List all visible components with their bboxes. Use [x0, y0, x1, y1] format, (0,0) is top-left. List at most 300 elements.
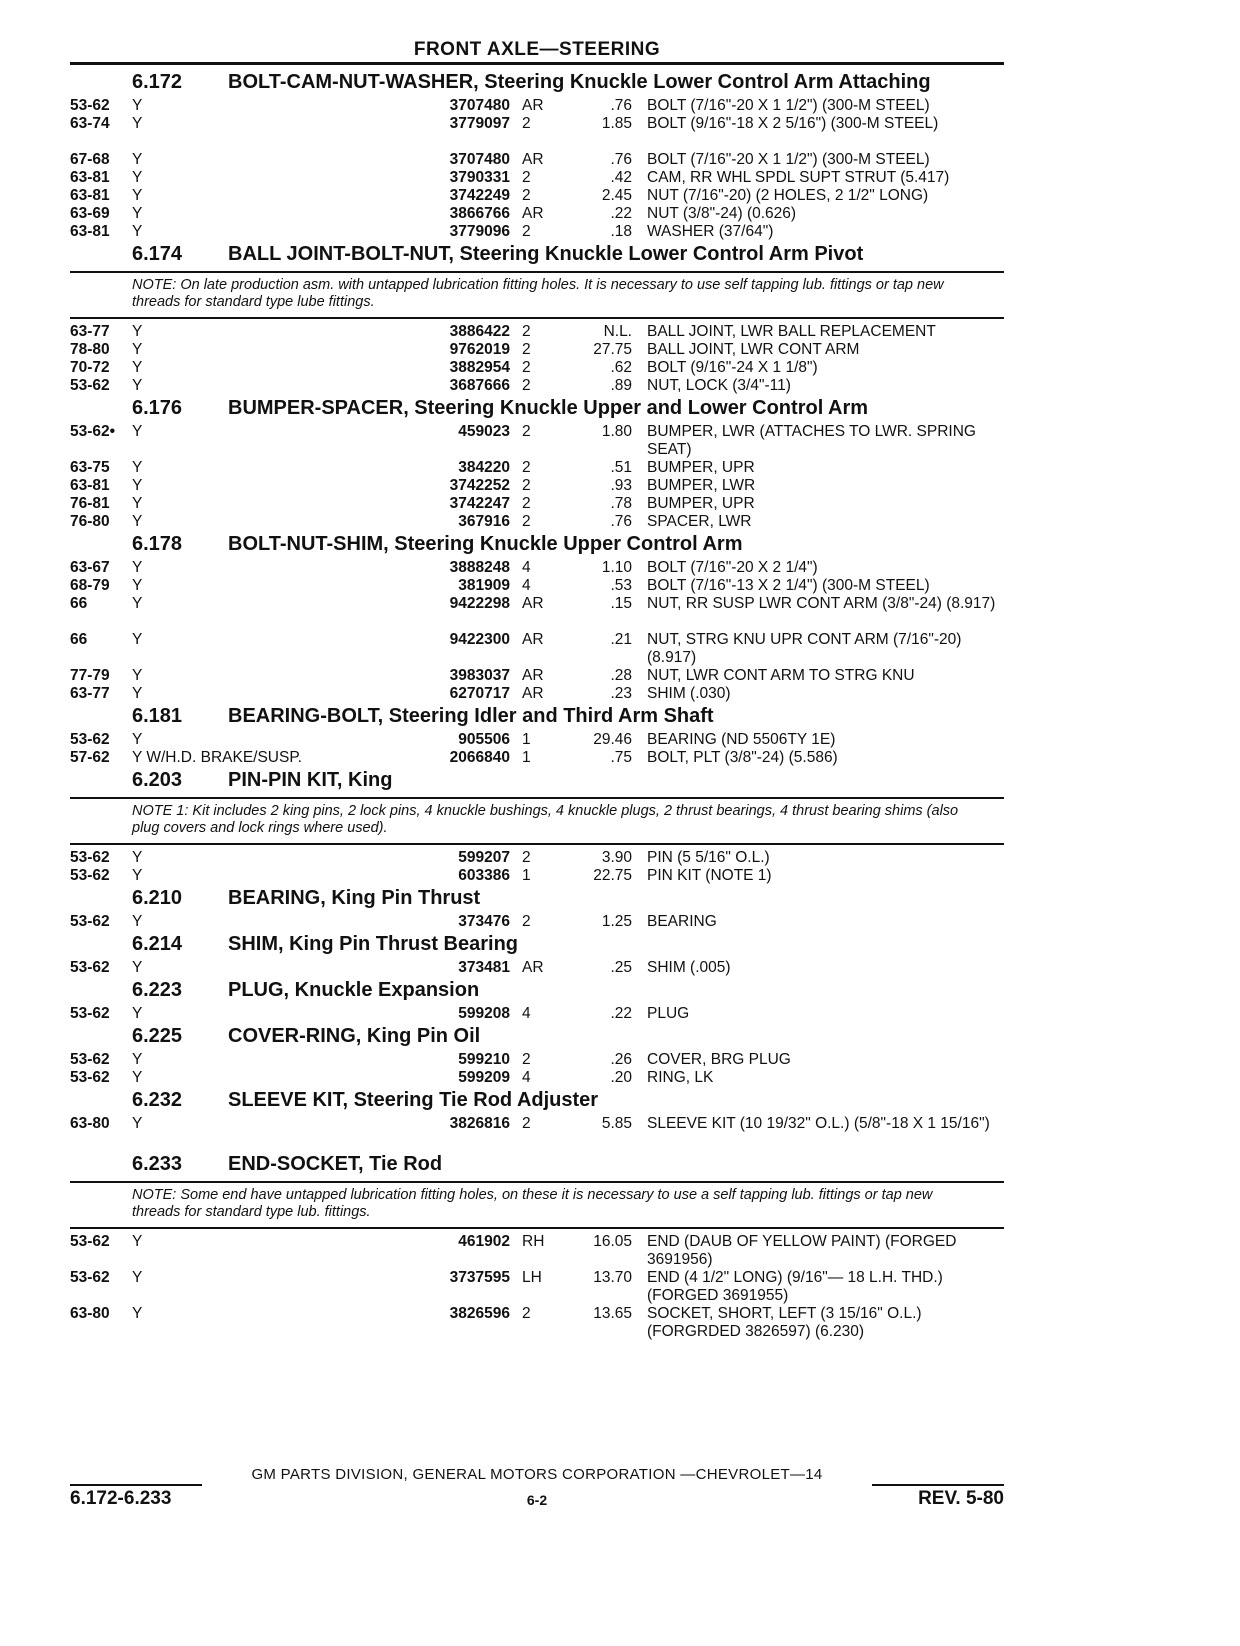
year-range: 63-81: [70, 187, 110, 204]
price: .51: [610, 459, 632, 476]
model-code: Y: [132, 477, 143, 494]
section-number: 6.232: [132, 1089, 183, 1111]
model-code: Y: [132, 1269, 143, 1286]
description: RING, LK: [647, 1069, 714, 1086]
price: .23: [610, 685, 632, 702]
price: .53: [610, 577, 632, 594]
section-number: 6.178: [132, 533, 183, 555]
quantity: 2: [522, 495, 531, 512]
footer-revision: REV. 5-80: [918, 1488, 1004, 1509]
year-range: 53-62: [70, 731, 110, 748]
year-range: 53-62: [70, 913, 110, 930]
description: BUMPER, LWR (ATTACHES TO LWR. SPRING SEAT): [647, 423, 976, 458]
footer-page-number: 6-2: [526, 1492, 548, 1508]
section-title: COVER-RING, King Pin Oil: [228, 1025, 481, 1047]
year-range: 53-62: [70, 867, 110, 884]
quantity: 2: [522, 849, 531, 866]
quantity: 1: [522, 867, 531, 884]
quantity: 2: [522, 1115, 531, 1132]
quantity: 2: [522, 115, 531, 132]
description: END (DAUB OF YELLOW PAINT) (FORGED 3691956): [647, 1233, 957, 1268]
quantity: AR: [522, 631, 544, 648]
section-number: 6.174: [132, 243, 183, 265]
section-title: BALL JOINT-BOLT-NUT, Steering Knuckle Lower Control Arm Pivot: [228, 243, 864, 265]
quantity: 2: [522, 1051, 531, 1068]
description: END (4 1/2" LONG) (9/16"— 18 L.H. THD.) (FORGED 3691955): [647, 1269, 943, 1304]
quantity: 4: [522, 559, 531, 576]
parts-row: [70, 849, 1004, 867]
section-title: BOLT-CAM-NUT-WASHER, Steering Knuckle Lower Control Arm Attaching: [228, 71, 931, 93]
parts-row: [70, 187, 1004, 205]
quantity: RH: [522, 1233, 545, 1250]
description: NUT, LOCK (3/4"-11): [647, 377, 791, 394]
catalog-section: [70, 1025, 1004, 1087]
model-code: Y: [132, 1115, 143, 1132]
part-number: 381909: [458, 577, 510, 594]
model-code: Y: [132, 577, 143, 594]
year-range: 53-62•: [70, 423, 116, 440]
note-rule: [70, 1227, 1004, 1229]
quantity: AR: [522, 685, 544, 702]
quantity: 2: [522, 423, 531, 440]
description: PIN KIT (NOTE 1): [647, 867, 772, 884]
parts-row: [70, 477, 1004, 495]
parts-row: [70, 169, 1004, 187]
quantity: 2: [522, 913, 531, 930]
section-heading: [70, 1153, 1004, 1175]
note-rule: [70, 317, 1004, 319]
price: 1.85: [601, 115, 632, 132]
price: 16.05: [593, 1233, 632, 1250]
catalog-section: [70, 1089, 1004, 1151]
year-range: 78-80: [70, 341, 110, 358]
parts-row: [70, 513, 1004, 531]
quantity: 4: [522, 1005, 531, 1022]
parts-row: [70, 577, 1004, 595]
section-title: BEARING, King Pin Thrust: [228, 887, 481, 909]
quantity: AR: [522, 959, 544, 976]
sections-container: [70, 71, 1004, 1341]
year-range: 53-62: [70, 1051, 110, 1068]
description: COVER, BRG PLUG: [647, 1051, 791, 1068]
section-title: END-SOCKET, Tie Rod: [228, 1153, 443, 1175]
part-number: 2066840: [449, 749, 510, 766]
quantity: 2: [522, 323, 531, 340]
section-number: 6.214: [132, 933, 183, 955]
year-range: 66: [70, 631, 88, 648]
year-range: 76-81: [70, 495, 110, 512]
model-code: Y: [132, 849, 143, 866]
price: .28: [610, 667, 632, 684]
section-number: 6.203: [132, 769, 183, 791]
section-heading: [70, 1025, 1004, 1047]
part-number: 9762019: [449, 341, 510, 358]
catalog-page: [70, 38, 1004, 1341]
year-range: 63-81: [70, 477, 110, 494]
model-code: Y: [132, 513, 143, 530]
description: NUT (3/8"-24) (0.626): [647, 205, 797, 222]
footer-range: 6.172-6.233: [70, 1488, 172, 1509]
parts-row: [70, 959, 1004, 977]
model-code: Y: [132, 359, 143, 376]
part-number: 3790331: [449, 169, 510, 186]
footer-rule-right: [872, 1484, 1004, 1486]
model-code: Y: [132, 423, 143, 440]
part-number: 9422298: [449, 595, 510, 612]
part-number: 3983037: [449, 667, 510, 684]
section-number: 6.181: [132, 705, 183, 727]
year-range: 68-79: [70, 577, 110, 594]
note-rule: [70, 1181, 1004, 1183]
description: BUMPER, UPR: [647, 495, 755, 512]
model-code: Y: [132, 867, 143, 884]
price: .78: [610, 495, 632, 512]
description: SPACER, LWR: [647, 513, 752, 530]
section-heading: [70, 71, 1004, 93]
price: 22.75: [593, 867, 632, 884]
note-rule: [70, 843, 1004, 845]
model-code: Y: [132, 169, 143, 186]
model-code: Y: [132, 223, 143, 240]
price: .76: [610, 151, 632, 168]
section-title: PLUG, Knuckle Expansion: [228, 979, 480, 1001]
price: .42: [610, 169, 632, 186]
parts-row: [70, 341, 1004, 359]
quantity: 1: [522, 749, 531, 766]
parts-row: [70, 377, 1004, 395]
note-rule: [70, 797, 1004, 799]
part-number: 599208: [458, 1005, 510, 1022]
section-title: SLEEVE KIT, Steering Tie Rod Adjuster: [228, 1089, 599, 1111]
price: .18: [610, 223, 632, 240]
catalog-section: [70, 397, 1004, 531]
section-number: 6.210: [132, 887, 183, 909]
parts-row: [70, 1115, 1004, 1151]
section-note: NOTE: Some end have untapped lubrication fitting holes, on these it is necessary to use a self tapping lub. fittings or tap new threads for standard type lub. fittings.: [132, 1187, 933, 1220]
year-range: 53-62: [70, 1233, 110, 1250]
parts-row: [70, 323, 1004, 341]
model-code: Y: [132, 187, 143, 204]
year-range: 53-62: [70, 849, 110, 866]
quantity: AR: [522, 97, 544, 114]
section-heading: [70, 705, 1004, 727]
parts-row: [70, 559, 1004, 577]
parts-row: [70, 1051, 1004, 1069]
footer-rule-left: [70, 1484, 202, 1486]
description: WASHER (37/64"): [647, 223, 774, 240]
parts-row: [70, 867, 1004, 885]
year-range: 63-77: [70, 685, 110, 702]
part-number: 3866766: [449, 205, 510, 222]
year-range: 63-75: [70, 459, 110, 476]
model-code: Y: [132, 1069, 143, 1086]
part-number: 603386: [458, 867, 510, 884]
parts-row: [70, 595, 1004, 631]
quantity: 2: [522, 341, 531, 358]
catalog-section: [70, 933, 1004, 977]
parts-row: [70, 97, 1004, 115]
year-range: 63-77: [70, 323, 110, 340]
year-range: 70-72: [70, 359, 110, 376]
model-code: Y: [132, 323, 143, 340]
catalog-section: [70, 705, 1004, 767]
description: BOLT, PLT (3/8"-24) (5.586): [647, 749, 838, 766]
quantity: 2: [522, 477, 531, 494]
parts-row: [70, 115, 1004, 151]
catalog-section: [70, 243, 1004, 395]
description: BOLT (7/16"-20 X 1 1/2") (300-M STEEL): [647, 97, 930, 114]
description: BEARING: [647, 913, 717, 930]
model-code: Y: [132, 1051, 143, 1068]
year-range: 53-62: [70, 1269, 110, 1286]
section-heading: [70, 979, 1004, 1001]
section-heading: [70, 243, 1004, 265]
part-number: 373476: [458, 913, 510, 930]
price: 27.75: [593, 341, 632, 358]
year-range: 63-67: [70, 559, 110, 576]
description: BOLT (9/16"-24 X 1 1/8"): [647, 359, 818, 376]
price: .22: [610, 205, 632, 222]
quantity: 2: [522, 359, 531, 376]
part-number: 3779096: [449, 223, 510, 240]
description: BUMPER, UPR: [647, 459, 755, 476]
section-title: BUMPER-SPACER, Steering Knuckle Upper and Lower Control Arm: [228, 397, 869, 419]
model-code: Y: [132, 559, 143, 576]
description: NUT, STRG KNU UPR CONT ARM (7/16"-20) (8.917): [647, 631, 962, 666]
part-number: 367916: [458, 513, 510, 530]
model-code: Y: [132, 959, 143, 976]
part-number: 3742249: [449, 187, 510, 204]
description: SHIM (.005): [647, 959, 731, 976]
year-range: 63-81: [70, 223, 110, 240]
parts-row: [70, 223, 1004, 241]
year-range: 77-79: [70, 667, 110, 684]
model-code: Y: [132, 205, 143, 222]
section-number: 6.176: [132, 397, 183, 419]
model-code: Y: [132, 495, 143, 512]
parts-row: [70, 685, 1004, 703]
page-header: FRONT AXLE—STEERING: [413, 39, 661, 60]
description: BOLT (7/16"-20 X 1 1/2") (300-M STEEL): [647, 151, 930, 168]
footer-division: GM PARTS DIVISION, GENERAL MOTORS CORPORATION —CHEVROLET—14: [251, 1466, 823, 1483]
part-number: 9422300: [449, 631, 510, 648]
parts-row: [70, 1069, 1004, 1087]
price: 13.65: [593, 1305, 632, 1322]
price: .15: [610, 595, 632, 612]
year-range: 67-68: [70, 151, 110, 168]
page-footer: [70, 1466, 1004, 1526]
quantity: 4: [522, 1069, 531, 1086]
quantity: 4: [522, 577, 531, 594]
section-heading: [70, 933, 1004, 955]
quantity: AR: [522, 205, 544, 222]
quantity: 2: [522, 223, 531, 240]
parts-row: [70, 205, 1004, 223]
section-heading: [70, 533, 1004, 555]
part-number: 461902: [458, 1233, 510, 1250]
part-number: 3826596: [449, 1305, 510, 1322]
part-number: 905506: [458, 731, 510, 748]
model-code: Y: [132, 1005, 143, 1022]
price: 1.80: [601, 423, 632, 440]
quantity: AR: [522, 151, 544, 168]
section-heading: [70, 887, 1004, 909]
section-title: BOLT-NUT-SHIM, Steering Knuckle Upper Control Arm: [228, 533, 743, 555]
section-heading: [70, 1089, 1004, 1111]
parts-row: [70, 459, 1004, 477]
price: .89: [610, 377, 632, 394]
parts-row: [70, 359, 1004, 377]
model-code: Y: [132, 341, 143, 358]
parts-row: [70, 667, 1004, 685]
description: PIN (5 5/16" O.L.): [647, 849, 770, 866]
section-title: BEARING-BOLT, Steering Idler and Third Arm Shaft: [228, 705, 714, 727]
price: .25: [610, 959, 632, 976]
price: .76: [610, 513, 632, 530]
part-number: 6270717: [449, 685, 510, 702]
year-range: 63-80: [70, 1115, 110, 1132]
description: BEARING (ND 5506TY 1E): [647, 731, 836, 748]
model-code: Y: [132, 97, 143, 114]
year-range: 57-62: [70, 749, 110, 766]
year-range: 53-62: [70, 1005, 110, 1022]
price: .26: [610, 1051, 632, 1068]
part-number: 599209: [458, 1069, 510, 1086]
description: CAM, RR WHL SPDL SUPT STRUT (5.417): [647, 169, 950, 186]
quantity: 2: [522, 377, 531, 394]
description: BOLT (7/16"-20 X 2 1/4"): [647, 559, 818, 576]
year-range: 53-62: [70, 1069, 110, 1086]
price: 1.10: [601, 559, 632, 576]
price: 29.46: [593, 731, 632, 748]
quantity: 2: [522, 187, 531, 204]
quantity: AR: [522, 667, 544, 684]
model-code: Y: [132, 685, 143, 702]
part-number: 3707480: [449, 151, 510, 168]
description: BOLT (7/16"-13 X 2 1/4") (300-M STEEL): [647, 577, 930, 594]
year-range: 66: [70, 595, 88, 612]
price: .20: [610, 1069, 632, 1086]
description: NUT (7/16"-20) (2 HOLES, 2 1/2" LONG): [647, 187, 929, 204]
price: .93: [610, 477, 632, 494]
description: BALL JOINT, LWR BALL REPLACEMENT: [647, 323, 936, 340]
model-code: Y W/H.D. BRAKE/SUSP.: [132, 749, 302, 766]
part-number: 373481: [458, 959, 510, 976]
parts-row: [70, 151, 1004, 169]
year-range: 76-80: [70, 513, 110, 530]
parts-row: [70, 1305, 1004, 1341]
model-code: Y: [132, 151, 143, 168]
catalog-section: [70, 1153, 1004, 1341]
model-code: Y: [132, 377, 143, 394]
description: BALL JOINT, LWR CONT ARM: [647, 341, 860, 358]
section-number: 6.225: [132, 1025, 183, 1047]
section-number: 6.233: [132, 1153, 183, 1175]
part-number: 3707480: [449, 97, 510, 114]
part-number: 459023: [458, 423, 510, 440]
parts-row: [70, 1005, 1004, 1023]
part-number: 3826816: [449, 1115, 510, 1132]
price: .62: [610, 359, 632, 376]
note-rule: [70, 271, 1004, 273]
model-code: Y: [132, 731, 143, 748]
section-title: SHIM, King Pin Thrust Bearing: [228, 933, 519, 955]
part-number: 3737595: [449, 1269, 510, 1286]
price: N.L.: [603, 323, 632, 340]
catalog-section: [70, 769, 1004, 885]
price: .22: [610, 1005, 632, 1022]
part-number: 3888248: [449, 559, 510, 576]
quantity: AR: [522, 595, 544, 612]
year-range: 63-74: [70, 115, 110, 132]
year-range: 53-62: [70, 959, 110, 976]
model-code: Y: [132, 1233, 143, 1250]
part-number: 599207: [458, 849, 510, 866]
part-number: 3882954: [449, 359, 510, 376]
section-note: NOTE 1: Kit includes 2 king pins, 2 lock pins, 4 knuckle bushings, 4 knuckle plugs, 2 thrust bearings, 4 thrust bearing shims (also plug covers and lock rings where used).: [132, 803, 959, 836]
model-code: Y: [132, 631, 143, 648]
catalog-section: [70, 533, 1004, 703]
year-range: 63-80: [70, 1305, 110, 1322]
part-number: 3742252: [449, 477, 510, 494]
model-code: Y: [132, 115, 143, 132]
parts-row: [70, 631, 1004, 667]
part-number: 3687666: [449, 377, 510, 394]
quantity: 2: [522, 513, 531, 530]
quantity: 2: [522, 459, 531, 476]
description: BOLT (9/16"-18 X 2 5/16") (300-M STEEL): [647, 115, 939, 132]
quantity: 1: [522, 731, 531, 748]
part-number: 3742247: [449, 495, 510, 512]
description: PLUG: [647, 1005, 690, 1022]
price: .21: [610, 631, 632, 648]
part-number: 3886422: [449, 323, 510, 340]
section-title: PIN-PIN KIT, King: [228, 769, 393, 791]
year-range: 53-62: [70, 377, 110, 394]
description: NUT, RR SUSP LWR CONT ARM (3/8"-24) (8.917): [647, 595, 996, 612]
price: 5.85: [601, 1115, 632, 1132]
description: SHIM (.030): [647, 685, 731, 702]
parts-row: [70, 423, 1004, 459]
year-range: 63-81: [70, 169, 110, 186]
price: 13.70: [593, 1269, 632, 1286]
part-number: 384220: [458, 459, 510, 476]
price: .75: [610, 749, 632, 766]
price: 3.90: [601, 849, 632, 866]
header-rule: [70, 62, 1004, 65]
price: 2.45: [601, 187, 632, 204]
parts-row: [70, 1269, 1004, 1305]
part-number: 3779097: [449, 115, 510, 132]
quantity: 2: [522, 169, 531, 186]
catalog-section: [70, 887, 1004, 931]
catalog-section: [70, 979, 1004, 1023]
model-code: Y: [132, 1305, 143, 1322]
model-code: Y: [132, 595, 143, 612]
description: NUT, LWR CONT ARM TO STRG KNU: [647, 667, 915, 684]
parts-row: [70, 1233, 1004, 1269]
model-code: Y: [132, 667, 143, 684]
model-code: Y: [132, 913, 143, 930]
description: SOCKET, SHORT, LEFT (3 15/16" O.L.) (FORGRDED 3826597) (6.230): [647, 1305, 922, 1340]
quantity: 2: [522, 1305, 531, 1322]
section-number: 6.172: [132, 71, 183, 93]
model-code: Y: [132, 459, 143, 476]
price: .76: [610, 97, 632, 114]
year-range: 53-62: [70, 97, 110, 114]
parts-row: [70, 495, 1004, 513]
section-note: NOTE: On late production asm. with untapped lubrication fitting holes. It is necessary to use self tapping lub. fittings or tap new threads for standard type lube fittings.: [132, 277, 944, 310]
